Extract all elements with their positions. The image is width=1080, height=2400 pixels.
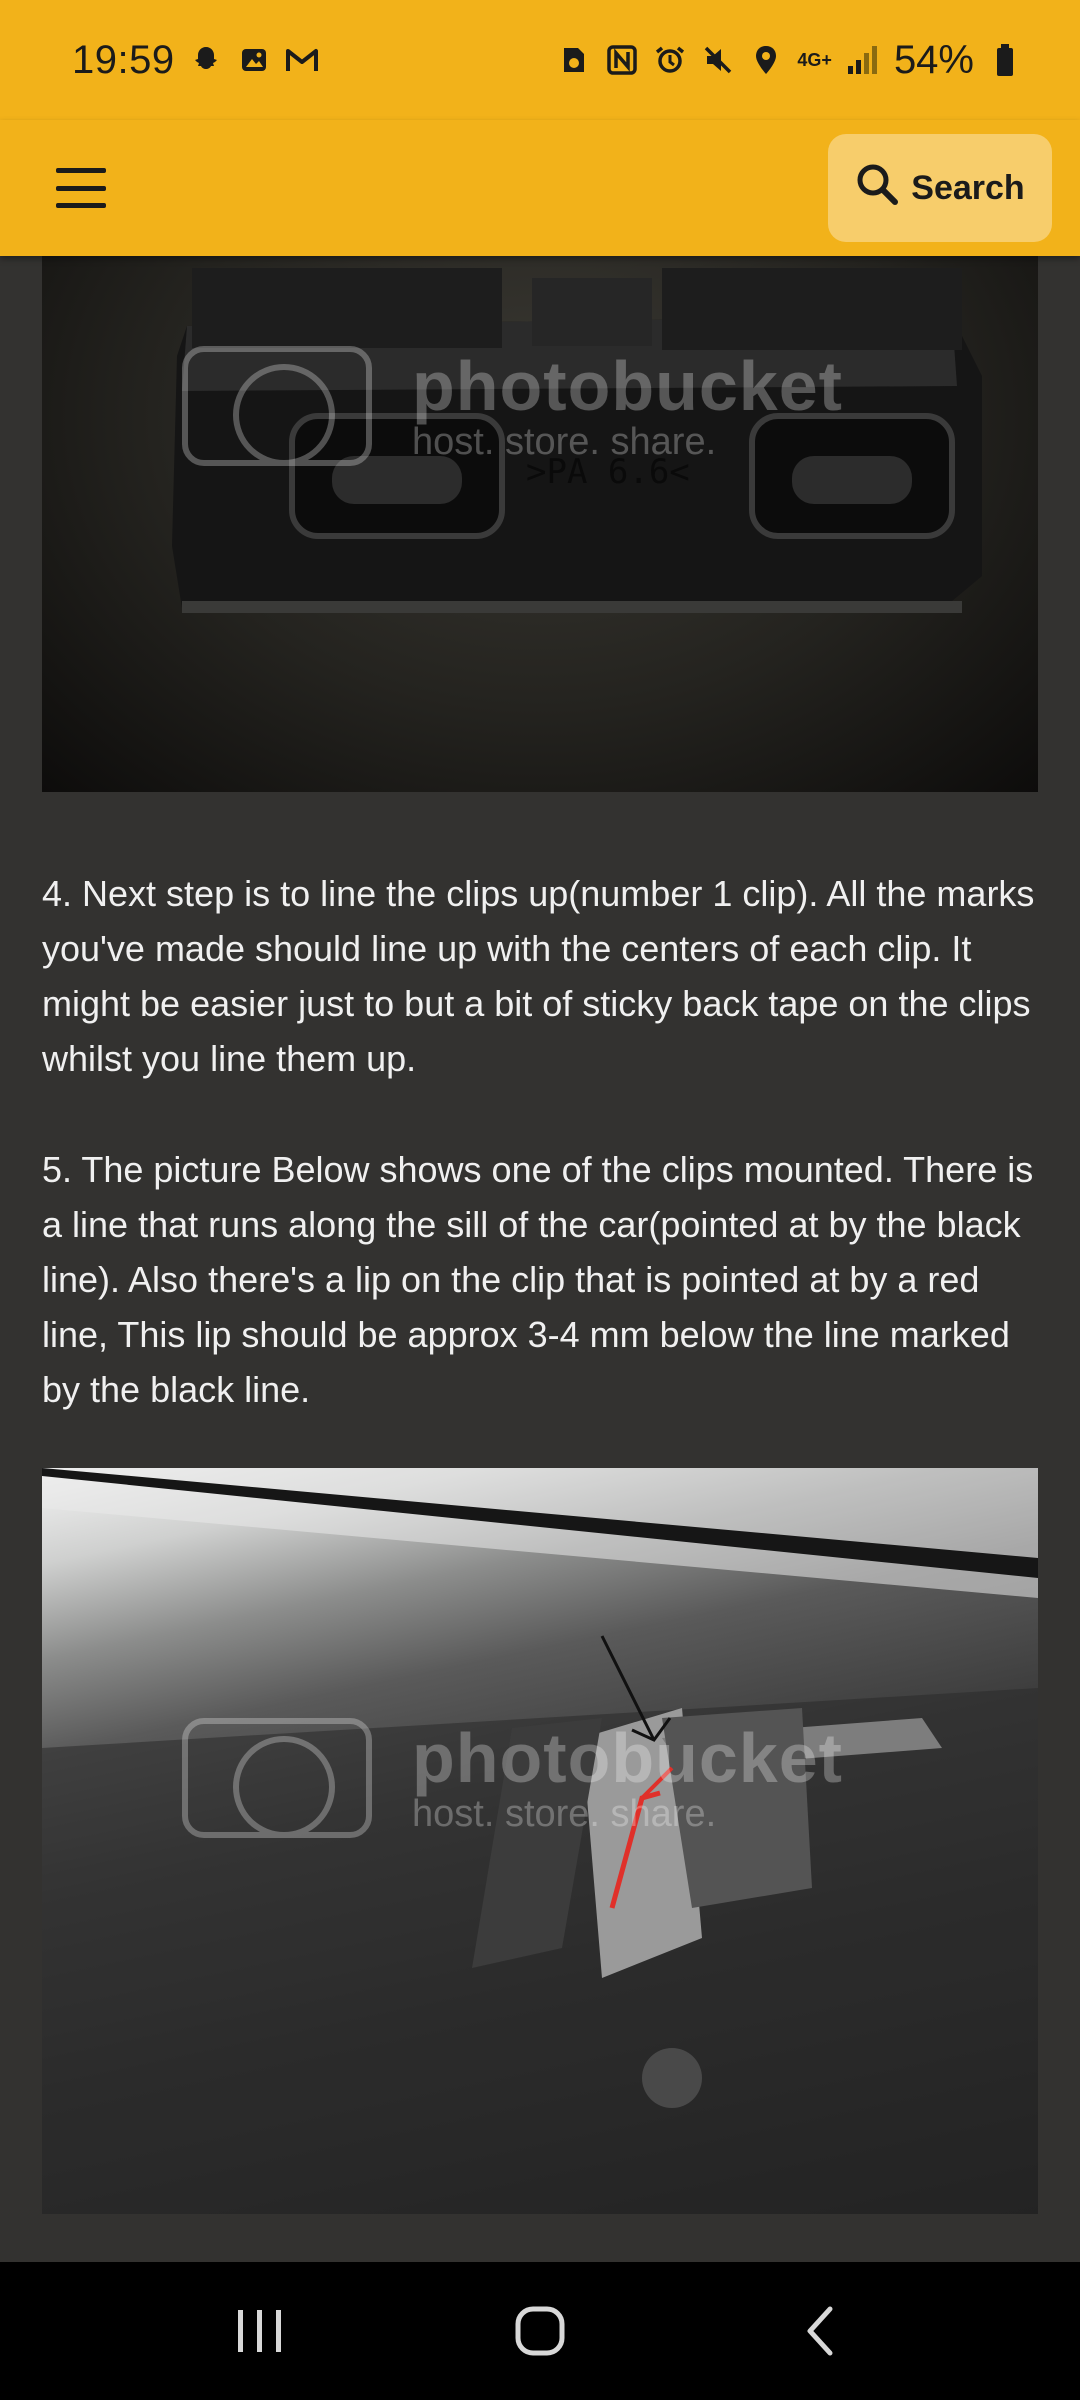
watermark-brand: photobucket [412,347,843,425]
status-bar [0,0,1080,120]
watermark-brand: photobucket [412,1719,843,1797]
search-icon [855,162,899,215]
back-chevron-icon [800,2301,840,2361]
alarm-icon [653,43,687,77]
clip-label-text: >PA 6.6< [526,452,690,492]
app-bar [0,120,1080,256]
photobucket-watermark [182,336,902,476]
sim-icon [557,43,591,77]
mounted-clip-photo[interactable] [42,1468,1038,2214]
battery-icon [988,43,1022,77]
menu-button[interactable] [56,168,106,208]
search-button[interactable] [828,134,1052,242]
home-button[interactable] [490,2291,590,2371]
status-right [557,38,1022,83]
recent-apps-icon [230,2306,290,2356]
battery-percent: 54% [893,37,974,82]
gallery-icon [237,43,271,77]
status-left [72,38,319,83]
location-icon [749,43,783,77]
hamburger-icon [56,168,106,173]
photobucket-watermark [182,1708,902,1848]
step-5-text: 5. The picture Below shows one of the clips mounted. There is a line that runs along the sill of the car(pointed at by the black line). Also there's a lip on the clip that is pointed at by a red line, This lip should be approx 3-4 mm below the line marked by the black line. [42,1149,1034,1410]
photobucket-logo-icon [182,1718,372,1838]
watermark-tagline: host. store. share. [412,421,717,463]
home-icon [510,2301,570,2361]
system-nav-bar [0,2262,1080,2400]
snapchat-icon [189,43,223,77]
search-button-label: Search [911,168,1025,207]
step-4-text: 4. Next step is to line the clips up(number 1 clip). All the marks you've made should line up with the centers of each clip. It might be easier just to but a bit of sticky back tape on the clips whilst you line them up. [42,873,1035,1079]
clip-photo[interactable] [42,256,1038,792]
watermark-tagline: host. store. share. [412,1793,717,1835]
clock: 19:59 [72,37,175,82]
signal-icon [846,43,880,77]
back-button[interactable] [770,2291,870,2371]
network-type: 4G+ [797,50,832,70]
photobucket-logo-icon [182,346,372,466]
nfc-icon [605,43,639,77]
gmail-icon [285,43,319,77]
post-content [42,256,1038,2226]
mute-icon [701,43,735,77]
recent-apps-button[interactable] [210,2291,310,2371]
